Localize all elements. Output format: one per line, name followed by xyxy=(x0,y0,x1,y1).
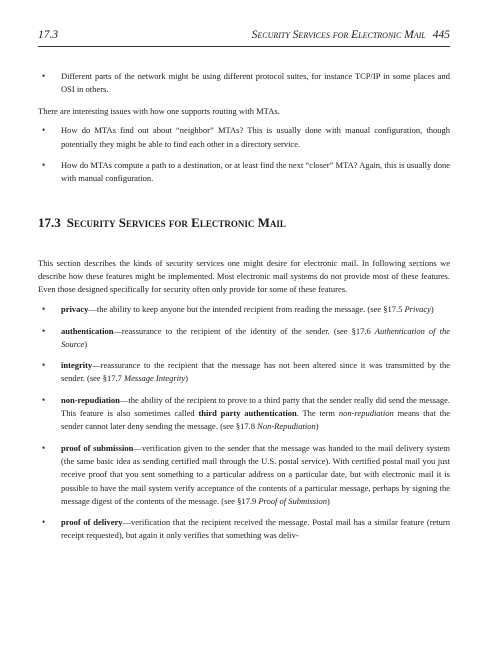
service-text: —the ability to keep anyone but the intended recipient from reading the message. (see §17.5 xyxy=(88,304,405,315)
bullet-dot: • xyxy=(42,71,46,81)
bullet-dot: • xyxy=(42,360,46,371)
service-text: —reassurance to the recipient that the message has not been altered since it was transmitted by the sender. (see §17.7 xyxy=(61,360,450,384)
bullet-dot: • xyxy=(42,159,46,170)
page-body xyxy=(38,70,450,543)
italic-term: non-repudiation xyxy=(338,408,394,419)
cross-reference: Non-Repudiation xyxy=(257,421,316,432)
service-text: —reassurance to the recipient of the identity of the sender. (see §17.6 xyxy=(113,325,375,336)
service-authentication xyxy=(38,325,450,352)
service-non-repudiation xyxy=(38,394,450,434)
service-term: proof of delivery xyxy=(61,517,123,528)
close-paren: ) xyxy=(84,338,88,349)
service-integrity xyxy=(38,359,450,386)
service-proof-of-submission xyxy=(38,442,450,508)
service-text: —verification that the recipient received the message. Postal mail has a similar feature (return receipt requested), but again it only verifies that something was deliv- xyxy=(61,517,450,541)
section-title: Security Services for Electronic Mail xyxy=(66,214,286,230)
cross-reference: Message Integrity xyxy=(124,373,186,384)
service-text: . The term xyxy=(296,408,339,419)
close-paren: ) xyxy=(326,495,330,506)
service-text: —verification given to the sender that the message was handed to the mail delivery system (the same basic idea as sending certified mail through the U.S. postal service). With certified postal mail you just receive proof that you sent something to a particular address on a particular date, but with electronic mail it is possible to have the mail system verify acceptance of the contents of a particular message, perhaps by signing the message digest of the contents of the message. (see §17.9 xyxy=(61,442,450,506)
header-right xyxy=(252,29,450,41)
service-text: means that the sender cannot later deny sending the message. (see §17.8 xyxy=(61,408,450,432)
service-term: proof of submission xyxy=(61,442,134,453)
list-item xyxy=(38,70,450,97)
header-section-number: 17.3 xyxy=(38,29,59,41)
service-term: authentication xyxy=(61,325,114,336)
section-number: 17.3 xyxy=(38,214,61,230)
list-item-text: Different parts of the network might be using different protocol suites, for instance TCP/IP in some places and OSI in others. xyxy=(61,71,450,95)
service-term: non-repudiation xyxy=(61,394,120,405)
service-privacy xyxy=(38,303,450,316)
page-header xyxy=(38,29,450,45)
service-term: integrity xyxy=(61,360,93,371)
cross-reference: Proof of Submission xyxy=(258,495,327,506)
section-intro: This section describes the kinds of security services one might desire for electronic mail. In following sections we describe how these features might be implemented. Most electronic mail systems do not provide most of these features. Even those designed specifically for security often only provide for some of these features. xyxy=(38,257,450,295)
service-text: —the ability of the recipient to prove to a third party that the sender really did send the message. This feature is also sometimes called xyxy=(61,394,450,419)
bullet-dot: • xyxy=(42,517,46,528)
list-item-text: How do MTAs compute a path to a destination, or at least find the next “closer” MTA? Again, this is usually done with manual configuration. xyxy=(61,159,450,184)
list-item-text: How do MTAs find out about “neighbor” MTAs? This is usually done with manual configuration, though potentially they might be able to find each other in a directory service. xyxy=(61,125,450,149)
paragraph: There are interesting issues with how one supports routing with MTAs. xyxy=(38,105,280,116)
bullet-dot: • xyxy=(42,325,46,336)
close-paren: ) xyxy=(430,304,434,315)
header-rule xyxy=(38,46,450,47)
service-term: privacy xyxy=(61,304,89,315)
running-title: Security Services for Electronic Mail xyxy=(251,29,426,41)
cross-reference: Privacy xyxy=(404,304,431,315)
list-item xyxy=(38,159,450,186)
close-paren: ) xyxy=(185,373,189,384)
service-proof-of-delivery xyxy=(38,516,450,543)
section-heading xyxy=(38,216,450,229)
bullet-dot: • xyxy=(42,394,46,405)
cross-reference: Authentication of the Source xyxy=(61,325,450,349)
page-number: 445 xyxy=(432,29,450,41)
bullet-dot: • xyxy=(42,442,46,453)
bullet-dot: • xyxy=(42,125,46,136)
bullet-dot: • xyxy=(42,304,46,315)
list-item xyxy=(38,124,450,151)
service-term-alt: third party authentication xyxy=(198,408,297,419)
close-paren: ) xyxy=(315,421,319,432)
